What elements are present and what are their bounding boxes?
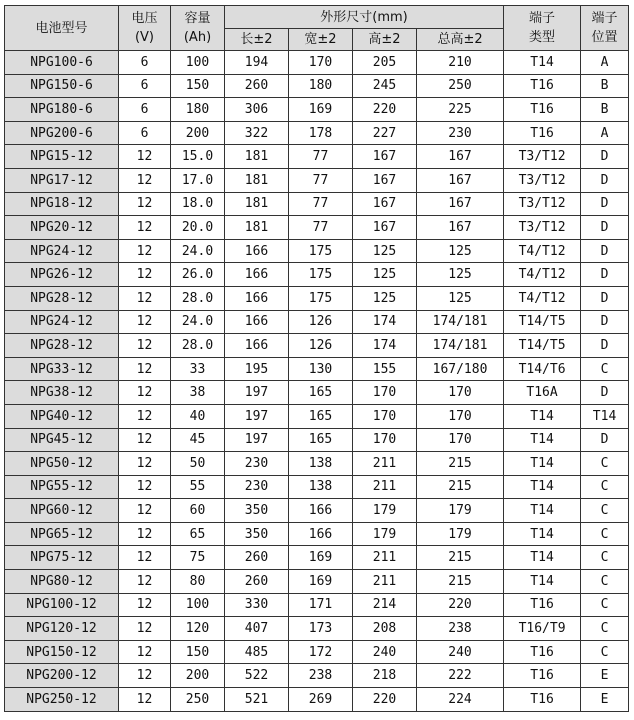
cell-total-height: 125 — [417, 263, 504, 287]
cell-length: 522 — [225, 664, 289, 688]
cell-voltage: 12 — [119, 664, 171, 688]
cell-capacity: 26.0 — [171, 263, 225, 287]
cell-capacity: 40 — [171, 404, 225, 428]
cell-terminal-position: D — [581, 381, 629, 405]
cell-capacity: 28.0 — [171, 286, 225, 310]
cell-width: 126 — [289, 310, 353, 334]
cell-capacity: 60 — [171, 499, 225, 523]
cell-height: 155 — [353, 357, 417, 381]
cell-length: 230 — [225, 452, 289, 476]
cell-terminal-position: D — [581, 310, 629, 334]
cell-height: 167 — [353, 192, 417, 216]
cell-terminal-type: T16 — [504, 640, 581, 664]
cell-terminal-type: T14/T5 — [504, 310, 581, 334]
cell-length: 194 — [225, 51, 289, 75]
cell-terminal-position: E — [581, 688, 629, 712]
header-dimensions: 外形尺寸(mm) — [225, 6, 504, 29]
cell-width: 175 — [289, 263, 353, 287]
cell-voltage: 12 — [119, 216, 171, 240]
cell-length: 230 — [225, 475, 289, 499]
cell-length: 197 — [225, 381, 289, 405]
cell-height: 167 — [353, 145, 417, 169]
cell-height: 170 — [353, 428, 417, 452]
cell-terminal-type: T14 — [504, 475, 581, 499]
cell-terminal-type: T14 — [504, 404, 581, 428]
cell-total-height: 250 — [417, 74, 504, 98]
cell-model: NPG65-12 — [5, 522, 119, 546]
battery-spec-table — [4, 5, 629, 712]
cell-width: 77 — [289, 145, 353, 169]
cell-model: NPG18-12 — [5, 192, 119, 216]
cell-width: 166 — [289, 522, 353, 546]
table-row — [5, 51, 629, 75]
header-voltage: 电压 (V) — [119, 6, 171, 51]
cell-voltage: 12 — [119, 499, 171, 523]
cell-terminal-type: T4/T12 — [504, 239, 581, 263]
cell-voltage: 12 — [119, 310, 171, 334]
cell-total-height: 225 — [417, 98, 504, 122]
cell-model: NPG75-12 — [5, 546, 119, 570]
cell-capacity: 75 — [171, 546, 225, 570]
cell-capacity: 65 — [171, 522, 225, 546]
cell-length: 330 — [225, 593, 289, 617]
cell-total-height: 224 — [417, 688, 504, 712]
cell-capacity: 28.0 — [171, 334, 225, 358]
cell-height: 211 — [353, 452, 417, 476]
cell-terminal-position: C — [581, 593, 629, 617]
cell-model: NPG33-12 — [5, 357, 119, 381]
cell-width: 238 — [289, 664, 353, 688]
table-row — [5, 357, 629, 381]
cell-voltage: 12 — [119, 192, 171, 216]
cell-capacity: 200 — [171, 121, 225, 145]
cell-total-height: 238 — [417, 617, 504, 641]
cell-width: 169 — [289, 570, 353, 594]
cell-capacity: 55 — [171, 475, 225, 499]
cell-width: 77 — [289, 192, 353, 216]
table-row — [5, 334, 629, 358]
cell-voltage: 6 — [119, 51, 171, 75]
header-height: 高±2 — [353, 29, 417, 51]
cell-terminal-position: C — [581, 522, 629, 546]
cell-width: 138 — [289, 452, 353, 476]
table-row — [5, 664, 629, 688]
cell-capacity: 24.0 — [171, 310, 225, 334]
cell-terminal-position: D — [581, 192, 629, 216]
cell-terminal-position: B — [581, 74, 629, 98]
table-row — [5, 499, 629, 523]
cell-voltage: 12 — [119, 286, 171, 310]
cell-terminal-type: T4/T12 — [504, 263, 581, 287]
cell-width: 126 — [289, 334, 353, 358]
cell-capacity: 180 — [171, 98, 225, 122]
cell-terminal-type: T16A — [504, 381, 581, 405]
cell-width: 172 — [289, 640, 353, 664]
cell-capacity: 150 — [171, 640, 225, 664]
table-row — [5, 192, 629, 216]
cell-terminal-position: C — [581, 546, 629, 570]
cell-voltage: 12 — [119, 640, 171, 664]
cell-capacity: 38 — [171, 381, 225, 405]
table-row — [5, 98, 629, 122]
table-row — [5, 239, 629, 263]
cell-height: 220 — [353, 98, 417, 122]
cell-width: 171 — [289, 593, 353, 617]
cell-width: 269 — [289, 688, 353, 712]
cell-terminal-type: T14 — [504, 51, 581, 75]
cell-model: NPG60-12 — [5, 499, 119, 523]
cell-voltage: 12 — [119, 688, 171, 712]
cell-terminal-type: T3/T12 — [504, 145, 581, 169]
cell-length: 181 — [225, 216, 289, 240]
table-row — [5, 617, 629, 641]
cell-model: NPG150-12 — [5, 640, 119, 664]
cell-width: 169 — [289, 546, 353, 570]
cell-terminal-position: D — [581, 216, 629, 240]
table-row — [5, 310, 629, 334]
cell-width: 77 — [289, 168, 353, 192]
cell-length: 197 — [225, 404, 289, 428]
cell-length: 350 — [225, 499, 289, 523]
cell-voltage: 12 — [119, 239, 171, 263]
cell-capacity: 24.0 — [171, 239, 225, 263]
cell-terminal-position: C — [581, 499, 629, 523]
cell-total-height: 215 — [417, 546, 504, 570]
table-row — [5, 428, 629, 452]
cell-terminal-type: T14 — [504, 499, 581, 523]
table-row — [5, 593, 629, 617]
cell-capacity: 45 — [171, 428, 225, 452]
table-row — [5, 640, 629, 664]
cell-height: 220 — [353, 688, 417, 712]
cell-model: NPG80-12 — [5, 570, 119, 594]
cell-capacity: 250 — [171, 688, 225, 712]
cell-height: 214 — [353, 593, 417, 617]
cell-height: 227 — [353, 121, 417, 145]
cell-terminal-position: A — [581, 121, 629, 145]
cell-height: 211 — [353, 570, 417, 594]
cell-length: 350 — [225, 522, 289, 546]
cell-length: 166 — [225, 239, 289, 263]
cell-length: 485 — [225, 640, 289, 664]
cell-total-height: 167 — [417, 168, 504, 192]
cell-capacity: 200 — [171, 664, 225, 688]
cell-terminal-type: T14/T5 — [504, 334, 581, 358]
cell-length: 306 — [225, 98, 289, 122]
cell-total-height: 210 — [417, 51, 504, 75]
cell-width: 175 — [289, 239, 353, 263]
cell-height: 125 — [353, 239, 417, 263]
cell-total-height: 170 — [417, 428, 504, 452]
cell-voltage: 12 — [119, 334, 171, 358]
cell-voltage: 12 — [119, 381, 171, 405]
cell-width: 165 — [289, 381, 353, 405]
cell-model: NPG100-6 — [5, 51, 119, 75]
cell-capacity: 50 — [171, 452, 225, 476]
cell-model: NPG20-12 — [5, 216, 119, 240]
cell-terminal-position: C — [581, 570, 629, 594]
cell-terminal-position: D — [581, 334, 629, 358]
table-row — [5, 475, 629, 499]
cell-voltage: 12 — [119, 428, 171, 452]
cell-terminal-type: T14/T6 — [504, 357, 581, 381]
cell-terminal-type: T3/T12 — [504, 216, 581, 240]
cell-voltage: 12 — [119, 452, 171, 476]
cell-terminal-type: T14 — [504, 452, 581, 476]
cell-length: 197 — [225, 428, 289, 452]
cell-terminal-position: C — [581, 475, 629, 499]
cell-total-height: 170 — [417, 404, 504, 428]
cell-width: 166 — [289, 499, 353, 523]
cell-total-height: 167/180 — [417, 357, 504, 381]
cell-height: 211 — [353, 546, 417, 570]
cell-width: 165 — [289, 404, 353, 428]
cell-width: 180 — [289, 74, 353, 98]
cell-terminal-type: T16/T9 — [504, 617, 581, 641]
cell-model: NPG50-12 — [5, 452, 119, 476]
table-row — [5, 74, 629, 98]
table-row — [5, 381, 629, 405]
cell-terminal-position: A — [581, 51, 629, 75]
cell-total-height: 220 — [417, 593, 504, 617]
cell-terminal-type: T16 — [504, 664, 581, 688]
cell-terminal-type: T16 — [504, 688, 581, 712]
cell-width: 169 — [289, 98, 353, 122]
cell-terminal-position: C — [581, 452, 629, 476]
cell-voltage: 12 — [119, 263, 171, 287]
cell-total-height: 215 — [417, 570, 504, 594]
cell-model: NPG26-12 — [5, 263, 119, 287]
cell-length: 407 — [225, 617, 289, 641]
cell-model: NPG40-12 — [5, 404, 119, 428]
cell-voltage: 6 — [119, 98, 171, 122]
cell-height: 245 — [353, 74, 417, 98]
cell-model: NPG28-12 — [5, 334, 119, 358]
cell-width: 77 — [289, 216, 353, 240]
table-body — [5, 51, 629, 712]
header-capacity: 容量 (Ah) — [171, 6, 225, 51]
cell-terminal-position: C — [581, 617, 629, 641]
cell-terminal-position: D — [581, 168, 629, 192]
cell-capacity: 100 — [171, 51, 225, 75]
cell-total-height: 240 — [417, 640, 504, 664]
table-row — [5, 570, 629, 594]
cell-capacity: 17.0 — [171, 168, 225, 192]
cell-terminal-type: T14 — [504, 428, 581, 452]
cell-terminal-type: T14 — [504, 546, 581, 570]
cell-terminal-position: E — [581, 664, 629, 688]
cell-height: 179 — [353, 499, 417, 523]
cell-voltage: 12 — [119, 357, 171, 381]
cell-terminal-type: T16 — [504, 74, 581, 98]
cell-height: 211 — [353, 475, 417, 499]
cell-model: NPG120-12 — [5, 617, 119, 641]
table-row — [5, 121, 629, 145]
cell-length: 166 — [225, 310, 289, 334]
cell-length: 166 — [225, 263, 289, 287]
table-header — [5, 6, 629, 51]
header-model: 电池型号 — [5, 6, 119, 51]
header-terminal-type: 端子 类型 — [504, 6, 581, 51]
cell-length: 166 — [225, 334, 289, 358]
cell-model: NPG45-12 — [5, 428, 119, 452]
cell-voltage: 12 — [119, 522, 171, 546]
cell-height: 125 — [353, 286, 417, 310]
cell-width: 170 — [289, 51, 353, 75]
table-row — [5, 522, 629, 546]
cell-model: NPG28-12 — [5, 286, 119, 310]
cell-terminal-position: C — [581, 640, 629, 664]
cell-width: 175 — [289, 286, 353, 310]
cell-terminal-type: T14 — [504, 522, 581, 546]
cell-total-height: 215 — [417, 452, 504, 476]
cell-total-height: 179 — [417, 522, 504, 546]
table-row — [5, 168, 629, 192]
table-row — [5, 404, 629, 428]
cell-voltage: 6 — [119, 74, 171, 98]
cell-height: 205 — [353, 51, 417, 75]
cell-terminal-position: D — [581, 428, 629, 452]
cell-total-height: 125 — [417, 239, 504, 263]
cell-capacity: 120 — [171, 617, 225, 641]
cell-terminal-position: T14 — [581, 404, 629, 428]
cell-total-height: 222 — [417, 664, 504, 688]
cell-terminal-position: D — [581, 145, 629, 169]
cell-total-height: 230 — [417, 121, 504, 145]
cell-model: NPG180-6 — [5, 98, 119, 122]
table-row — [5, 145, 629, 169]
cell-terminal-type: T16 — [504, 98, 581, 122]
cell-width: 173 — [289, 617, 353, 641]
cell-voltage: 12 — [119, 168, 171, 192]
cell-total-height: 174/181 — [417, 310, 504, 334]
cell-total-height: 125 — [417, 286, 504, 310]
cell-voltage: 12 — [119, 546, 171, 570]
cell-height: 240 — [353, 640, 417, 664]
cell-terminal-type: T14 — [504, 570, 581, 594]
cell-length: 195 — [225, 357, 289, 381]
table-row — [5, 216, 629, 240]
cell-terminal-type: T3/T12 — [504, 168, 581, 192]
cell-voltage: 12 — [119, 145, 171, 169]
cell-terminal-position: D — [581, 286, 629, 310]
cell-width: 165 — [289, 428, 353, 452]
cell-terminal-type: T4/T12 — [504, 286, 581, 310]
table-row — [5, 546, 629, 570]
cell-terminal-position: D — [581, 263, 629, 287]
cell-total-height: 167 — [417, 216, 504, 240]
cell-terminal-type: T16 — [504, 593, 581, 617]
cell-model: NPG55-12 — [5, 475, 119, 499]
cell-height: 167 — [353, 168, 417, 192]
table-row — [5, 452, 629, 476]
cell-length: 181 — [225, 145, 289, 169]
cell-total-height: 179 — [417, 499, 504, 523]
cell-capacity: 20.0 — [171, 216, 225, 240]
cell-terminal-position: C — [581, 357, 629, 381]
cell-length: 166 — [225, 286, 289, 310]
cell-length: 260 — [225, 546, 289, 570]
cell-width: 130 — [289, 357, 353, 381]
cell-capacity: 33 — [171, 357, 225, 381]
cell-model: NPG200-6 — [5, 121, 119, 145]
cell-total-height: 167 — [417, 145, 504, 169]
cell-model: NPG100-12 — [5, 593, 119, 617]
cell-model: NPG200-12 — [5, 664, 119, 688]
cell-terminal-type: T16 — [504, 121, 581, 145]
cell-height: 174 — [353, 334, 417, 358]
cell-terminal-type: T3/T12 — [504, 192, 581, 216]
header-width: 宽±2 — [289, 29, 353, 51]
cell-voltage: 12 — [119, 570, 171, 594]
cell-length: 181 — [225, 168, 289, 192]
cell-capacity: 18.0 — [171, 192, 225, 216]
cell-length: 260 — [225, 74, 289, 98]
cell-width: 138 — [289, 475, 353, 499]
cell-model: NPG250-12 — [5, 688, 119, 712]
cell-voltage: 12 — [119, 593, 171, 617]
cell-capacity: 80 — [171, 570, 225, 594]
cell-height: 170 — [353, 404, 417, 428]
cell-length: 322 — [225, 121, 289, 145]
cell-total-height: 167 — [417, 192, 504, 216]
table-row — [5, 688, 629, 712]
cell-capacity: 150 — [171, 74, 225, 98]
cell-terminal-position: B — [581, 98, 629, 122]
cell-height: 170 — [353, 381, 417, 405]
header-terminal-position: 端子 位置 — [581, 6, 629, 51]
cell-model: NPG38-12 — [5, 381, 119, 405]
cell-model: NPG24-12 — [5, 310, 119, 334]
cell-capacity: 15.0 — [171, 145, 225, 169]
cell-length: 521 — [225, 688, 289, 712]
cell-height: 174 — [353, 310, 417, 334]
table-row — [5, 263, 629, 287]
header-length: 长±2 — [225, 29, 289, 51]
cell-voltage: 12 — [119, 617, 171, 641]
cell-height: 218 — [353, 664, 417, 688]
cell-length: 181 — [225, 192, 289, 216]
table-row — [5, 286, 629, 310]
cell-height: 179 — [353, 522, 417, 546]
cell-length: 260 — [225, 570, 289, 594]
cell-voltage: 12 — [119, 475, 171, 499]
cell-height: 208 — [353, 617, 417, 641]
cell-total-height: 215 — [417, 475, 504, 499]
cell-total-height: 174/181 — [417, 334, 504, 358]
cell-width: 178 — [289, 121, 353, 145]
header-total-height: 总高±2 — [417, 29, 504, 51]
cell-terminal-position: D — [581, 239, 629, 263]
cell-model: NPG150-6 — [5, 74, 119, 98]
cell-height: 125 — [353, 263, 417, 287]
cell-total-height: 170 — [417, 381, 504, 405]
cell-capacity: 100 — [171, 593, 225, 617]
cell-model: NPG15-12 — [5, 145, 119, 169]
cell-model: NPG24-12 — [5, 239, 119, 263]
cell-model: NPG17-12 — [5, 168, 119, 192]
cell-height: 167 — [353, 216, 417, 240]
cell-voltage: 6 — [119, 121, 171, 145]
cell-voltage: 12 — [119, 404, 171, 428]
